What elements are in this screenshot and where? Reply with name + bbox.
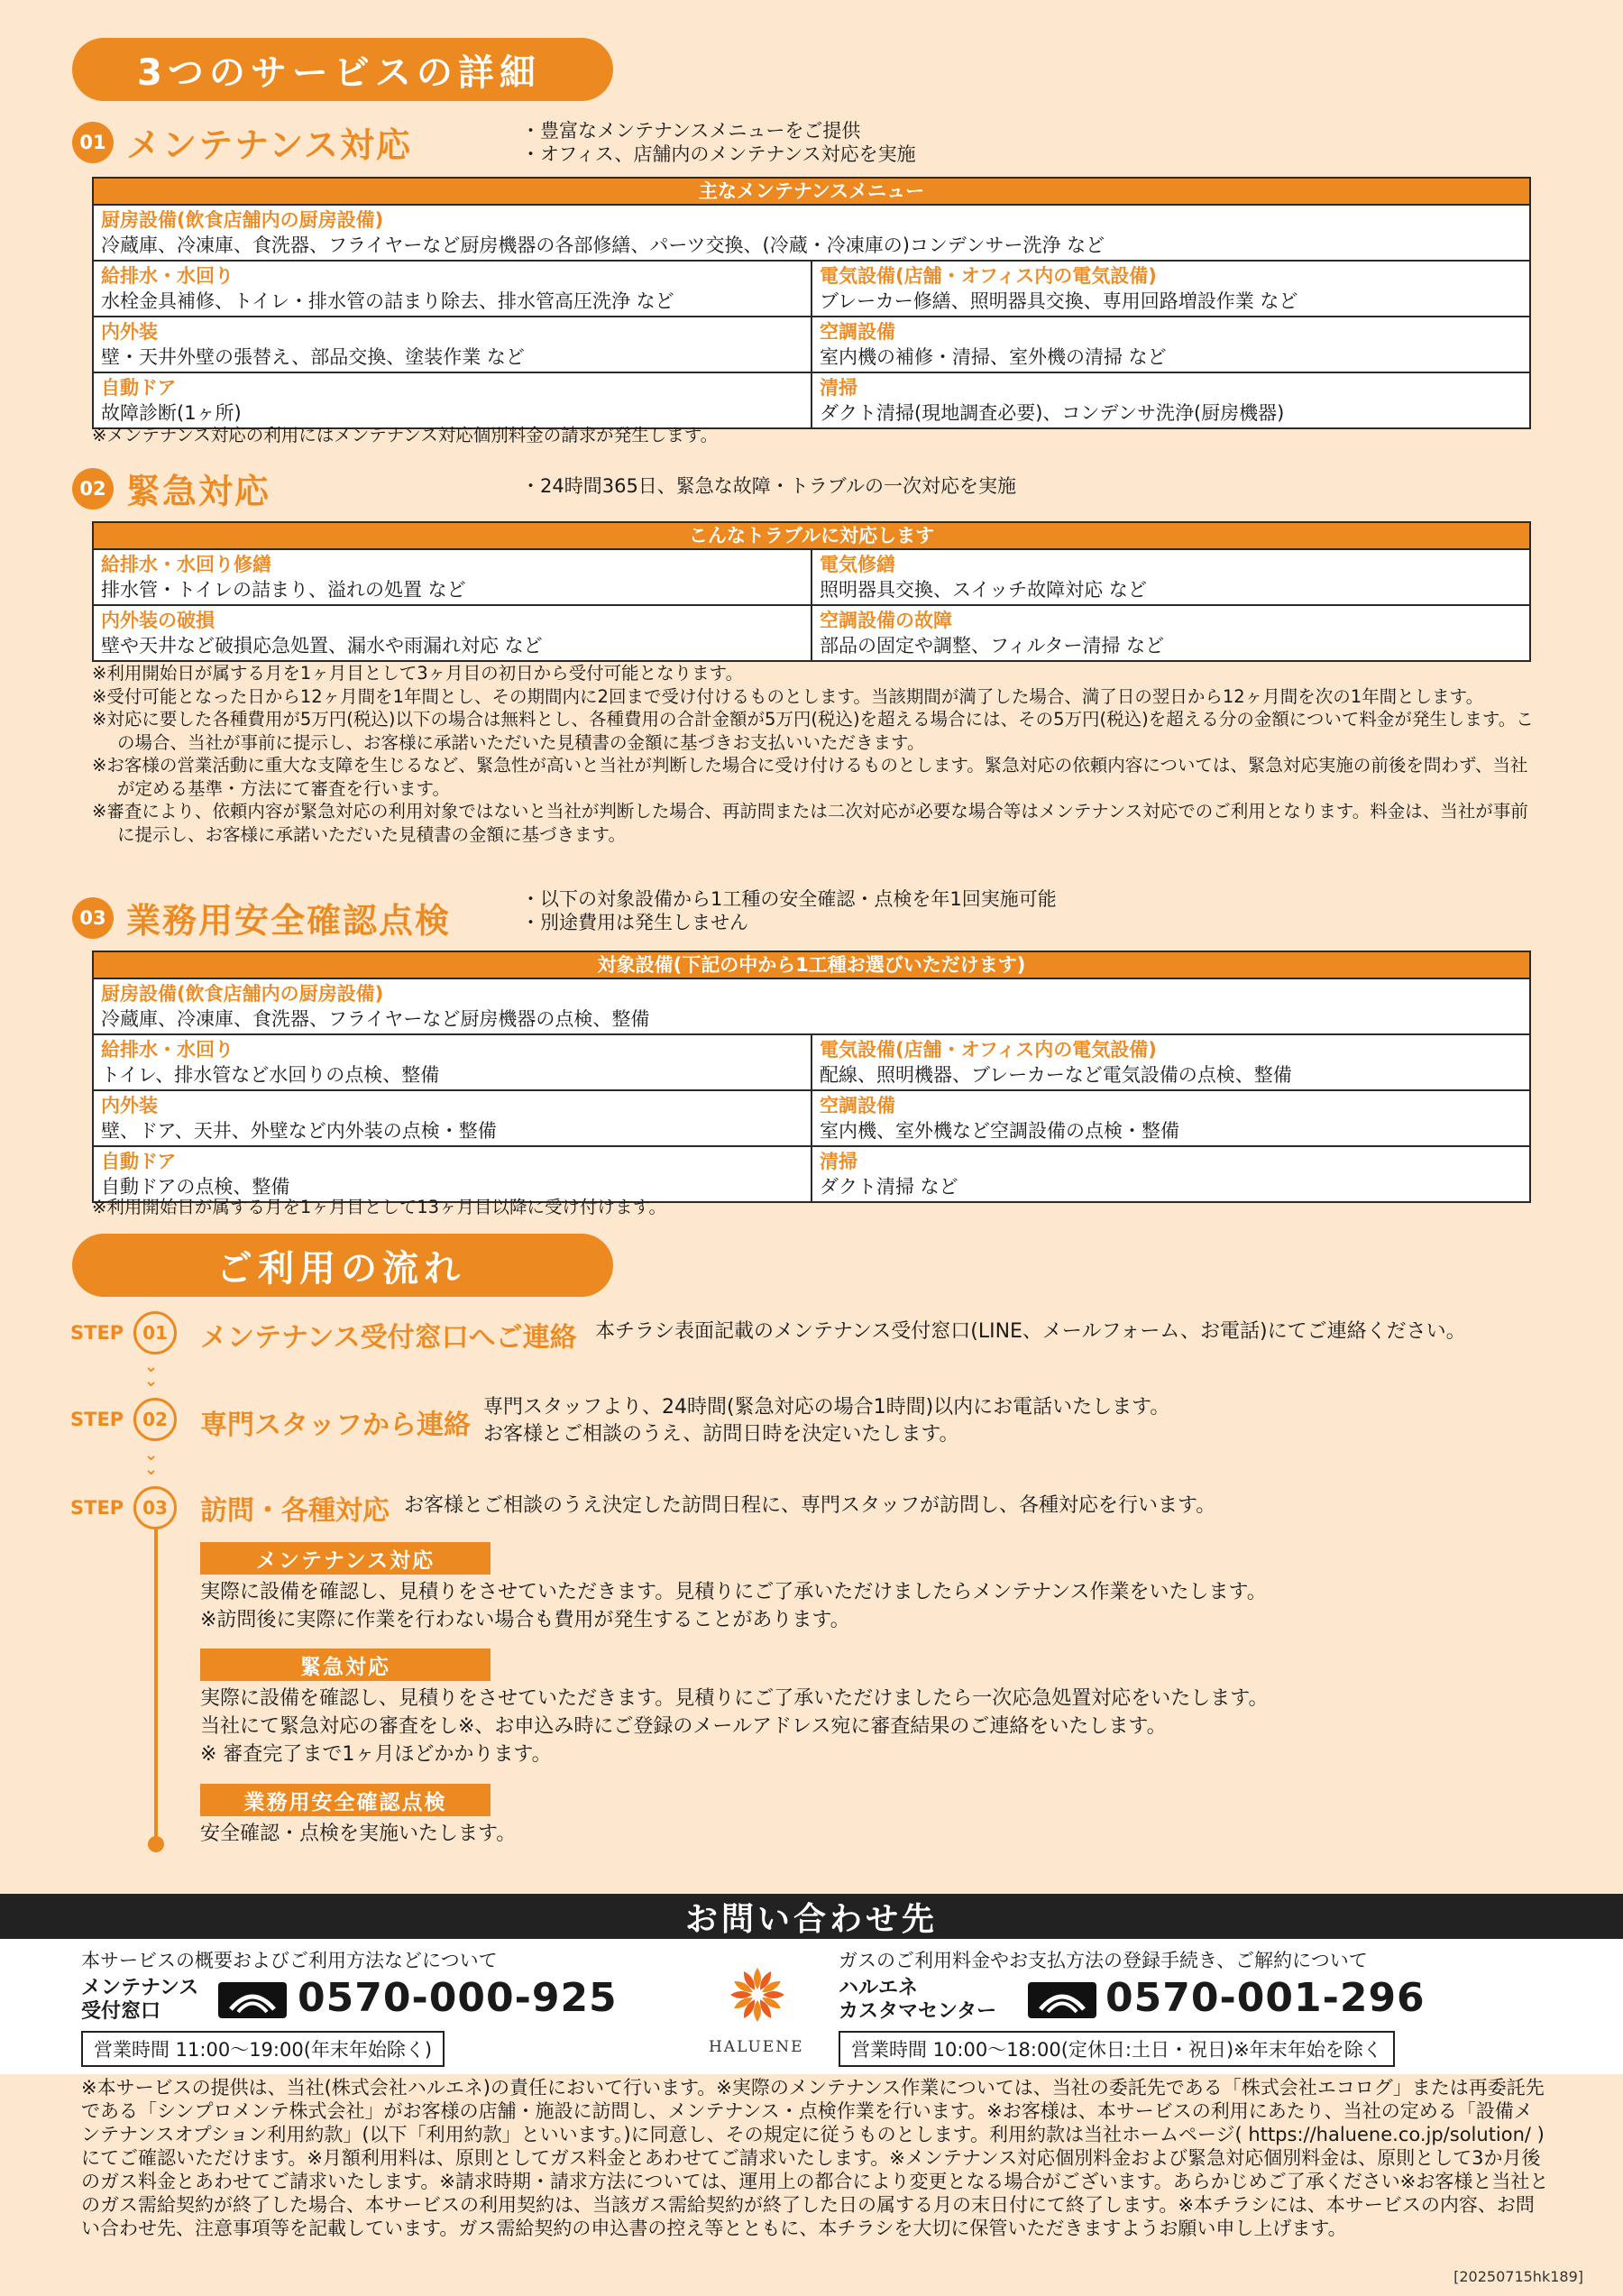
table-header: 対象設備(下記の中から1工種お選びいただけます) [93,951,1530,978]
table-cell: 電気設備(店舗・オフィス内の電気設備) 配線、照明機器、ブレーカーなど電気設備の点検、整備 [812,1034,1530,1090]
section-3-note: ※利用開始日が属する月を1ヶ月目として13ヶ月目以降に受け付けます。 [92,1197,666,1217]
table-cell: 給排水・水回り 水栓金具補修、トイレ・排水管の詰まり除去、排水管高圧洗浄 など [93,261,812,317]
contact-left-hours: 営業時間 11:00〜19:00(年末年始除く) [81,2031,445,2067]
emergency-table [92,521,1531,662]
haluene-logo-text: HALUENE [709,2038,804,2056]
step-1-label: STEP [70,1322,124,1344]
section-3-title: 業務用安全確認点検 [126,901,452,941]
contact-right-intro: ガスのご利用料金やお支払方法の登録手続き、ご解約について [839,1950,1368,1971]
table-cell: 電気修繕 照明器具交換、スイッチ故障対応 など [812,549,1530,605]
step-1-desc: 本チラシ表面記載のメンテナンス受付窓口(LINE、メールフォーム、お電話)にてご連絡ください。 [595,1320,1466,1343]
table-header: 主なメンテナンスメニュー [93,178,1530,205]
footer-terms: ※本サービスの提供は、当社(株式会社ハルエネ)の責任において行います。※実際のメンテナンス作業については、当社の委託先である「株式会社エコログ」または再委託先である「シンプロメンテ株式会社」がお客様の店舗・施設に訪問し、メンテナンス・点検作業を行います。※お客様は、本サービスの利用にあたり、当社の定める「設備メンテナンスオプション利用約款」(以下「利用約款」といいます。)に同意し、その規定に従うものとします。利用約款は当社ホームページ( https://haluene.co.jp/solution/ )にてご確認いただけます。※月額利用料は、原則としてガス料金とあわせてご請求いたします。※メンテナンス対応個別料金および緊急対応個別料金は、原則として3か月後のガス料金とあわせてご請求いたします。※請求時期・請求方法については、運用上の都合により変更となる場合がございます。あらかじめご了承ください※お客様と当社とのガス需給契約が終了した場合、本サービスの利用契約は、当該ガス需給契約が終了した日の属する月の末日付にて終了します。※本チラシには、本サービスの内容、お問い合わせ先、注意事項等を記載しています。ガス需給契約の申込書の控え等とともに、本チラシを大切に保管いただきますようお願い申し上げます。 [81,2077,1549,2239]
section-1-number: 01 [72,122,114,163]
step-2-title: 専門スタッフから連絡 [200,1410,471,1441]
section-2-bullets [521,474,1016,498]
section-3-header [72,893,451,942]
services-heading: 3つのサービスの詳細 [72,38,613,101]
table-cell: 空調設備 室内機、室外機など空調設備の点検・整備 [812,1090,1530,1146]
step-3-label: STEP [70,1497,124,1519]
timeline-end-dot [148,1836,164,1852]
contact-left-intro: 本サービスの概要およびご利用方法などについて [81,1950,498,1971]
haluene-logo [721,1959,793,2031]
substep-desc-maintenance: 実際に設備を確認し、見積りをさせていただきます。見積りにご了承いただけましたらメンテナンス作業をいたします。 ※訪問後に実際に作業を行わない場合も費用が発生することがあります。 [200,1581,1267,1631]
flow-heading: ご利用の流れ [72,1234,613,1297]
table-cell: 内外装 壁、ドア、天井、外壁など内外装の点検・整備 [93,1090,812,1146]
section-1-bullets [521,119,916,166]
contact-left-name: メンテナンス 受付窓口 [81,1977,199,2023]
contact-right-phone[interactable]: 0570-001-296 [1105,1975,1426,2021]
step-2-desc: 専門スタッフより、24時間(緊急対応の場合1時間)以内にお電話いたします。 お客様とご相談のうえ、訪問日時を決定いたします。 [483,1396,1170,1446]
bullet: ・以下の対象設備から1工種の安全確認・点検を年1回実施可能 [521,888,1057,910]
table-cell: 清掃 ダクト清掃 など [812,1146,1530,1202]
table-cell: 空調設備の故障 部品の固定や調整、フィルター清掃 など [812,605,1530,661]
table-cell: 内外装 壁・天井外壁の張替え、部品交換、塗装作業 など [93,317,812,372]
step-3-desc: お客様とご相談のうえ決定した訪問日程に、専門スタッフが訪問し、各種対応を行います。 [404,1494,1216,1517]
substep-desc-safety: 安全確認・点検を実施いたします。 [200,1823,517,1845]
bullet: ・24時間365日、緊急な故障・トラブルの一次対応を実施 [521,475,1016,497]
maintenance-menu-table [92,177,1531,429]
step-3-title: 訪問・各種対応 [200,1495,390,1527]
table-cell: 電気設備(店舗・オフィス内の電気設備) ブレーカー修繕、照明器具交換、専用回路増設作業 など [812,261,1530,317]
section-2-number: 02 [72,468,114,510]
section-3-number: 03 [72,897,114,939]
step-1-number: 01 [133,1311,177,1355]
bullet: ・オフィス、店舗内のメンテナンス対応を実施 [521,143,916,165]
step-2-label: STEP [70,1409,124,1430]
contact-left-phone[interactable]: 0570-000-925 [298,1975,618,2021]
step-1-title: メンテナンス受付窓口へご連絡 [200,1322,577,1354]
section-3-bullets [521,887,1057,934]
section-1-header [72,117,412,167]
table-cell: 清掃 ダクト清掃(現地調査必要)、コンデンサ洗浄(厨房機器) [812,372,1530,428]
table-cell: 厨房設備(飲食店舗内の厨房設備) 冷蔵庫、冷凍庫、食洗器、フライヤーなど厨房機器の点検、整備 [93,978,1530,1034]
table-cell: 給排水・水回り トイレ、排水管など水回りの点検、整備 [93,1034,812,1090]
table-cell: 自動ドア 故障診断(1ヶ所) [93,372,812,428]
section-2-notes: ※利用開始日が属する月を1ヶ月目として3ヶ月目の初日から受付可能となります。 ※受付可能となった日から12ヶ月間を1年間とし、その期間内に2回まで受け付けるものとします。当該期間が満了した場合、満了日の翌日から12ヶ月間を次の1年間とします。 ※対応に要した各種費用が5万円(税込)以下の場合は無料とし、各種費用の合計金額が5万円(税込)を超える場合には、その5万円(税込)を超える分の金額について料金が発生します。この場合、当社が事前に提示し、お客様に承諾いただいた見積書の金額に基づきお支払いいただきます。 ※お客様の営業活動に重大な支障を生じるなど、緊急性が高いと当社が判断した場合に受け付けるものとします。緊急対応の依頼内容については、緊急対応実施の前後を問わず、当社が定める基準・方法にて審査を行います。 ※審査により、依頼内容が緊急対応の利用対象ではないと当社が判断した場合、再訪問または二次対応が必要な場合等はメンテナンス対応でのご利用となります。料金は、当社が事前に提示し、お客様に承諾いただいた見積書の金額に基づきます。 [92,663,1534,845]
step-2-number: 02 [133,1398,177,1441]
section-2-header [72,464,270,513]
phone-icon [1028,1982,1096,2018]
table-cell: 厨房設備(飲食店舗内の厨房設備) 冷蔵庫、冷凍庫、食洗器、フライヤーなど厨房機器の各部修繕、パーツ交換、(冷蔵・冷凍庫の)コンデンサー洗浄 など [93,205,1530,261]
substep-tag-emergency: 緊急対応 [200,1649,491,1681]
bullet: ・豊富なメンテナンスメニューをご提供 [521,120,861,142]
substep-desc-emergency: 実際に設備を確認し、見積りをさせていただきます。見積りにご了承いただけましたら一次応急処置対応をいたします。 当社にて緊急対応の審査をし※、お申込み時にご登録のメールアドレス宛に審査結果のご連絡をいたします。 ※ 審査完了まで1ヶ月ほどかかります。 [200,1687,1269,1766]
contact-heading: お問い合わせ先 [0,1894,1623,1939]
table-cell: 自動ドア 自動ドアの点検、整備 [93,1146,812,1202]
contact-right-name: ハルエネ カスタマセンター [839,1977,997,2023]
table-cell: 内外装の破損 壁や天井など破損応急処置、漏水や雨漏れ対応 など [93,605,812,661]
safety-check-table [92,951,1531,1203]
table-header: こんなトラブルに対応します [93,522,1530,549]
document-code: [20250715hk189] [1453,2268,1583,2285]
section-1-title: メンテナンス対応 [126,125,412,165]
contact-right-hours: 営業時間 10:00〜18:00(定休日:土日・祝日)※年末年始を除く [839,2031,1395,2067]
timeline-line [154,1524,158,1840]
substep-tag-maintenance: メンテナンス対応 [200,1542,491,1575]
table-cell: 空調設備 室内機の補修・清掃、室外機の清掃 など [812,317,1530,372]
phone-icon [218,1982,287,2018]
table-cell: 給排水・水回り修繕 排水管・トイレの詰まり、溢れの処置 など [93,549,812,605]
chevron-down-icon: ⌄ ⌄ [144,1357,159,1391]
contact-area [0,1939,1623,2074]
section-1-note: ※メンテナンス対応の利用にはメンテナンス対応個別料金の請求が発生します。 [92,425,719,445]
step-3-number: 03 [133,1486,177,1529]
chevron-down-icon: ⌄ ⌄ [144,1446,159,1479]
substep-tag-safety: 業務用安全確認点検 [200,1784,491,1816]
bullet: ・別途費用は発生しません [521,912,748,933]
section-2-title: 緊急対応 [126,472,271,511]
